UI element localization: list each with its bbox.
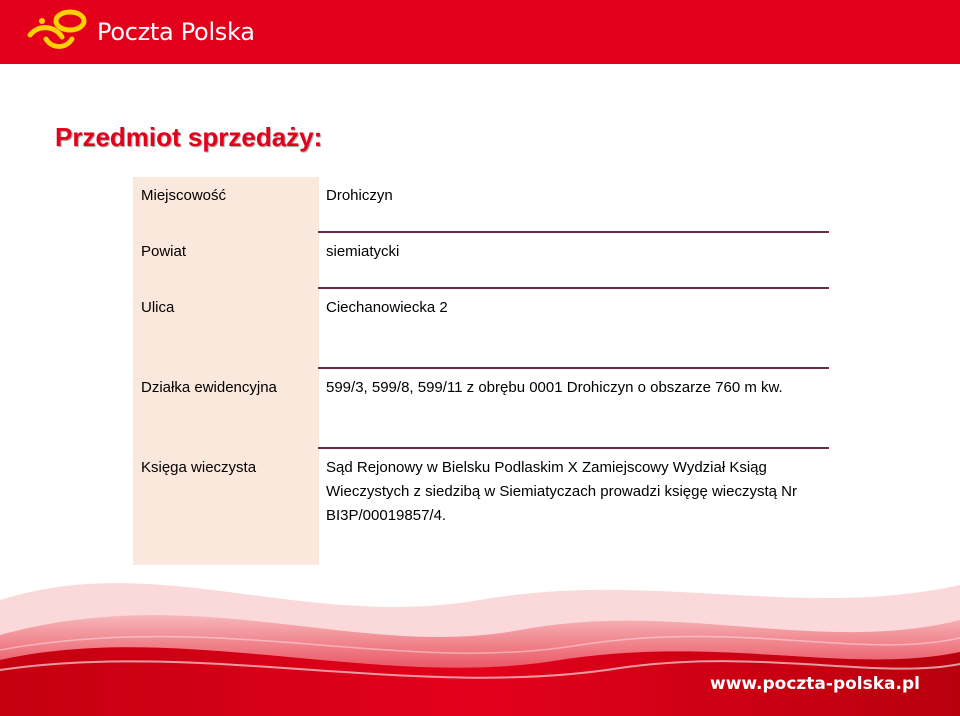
row-value-ulica: Ciechanowiecka 2 [326, 299, 448, 316]
row-label-ulica: Ulica [141, 299, 175, 316]
posthorn-logo-icon [26, 9, 90, 53]
row-divider [318, 231, 829, 233]
row-label-ksiega: Księga wieczysta [141, 459, 257, 476]
label-column [133, 177, 319, 565]
row-label-miejscowosc: Miejscowość [141, 187, 227, 204]
row-divider [318, 367, 829, 369]
row-label-dzialka: Działka ewidencyjna [141, 379, 277, 396]
header-bar [0, 0, 960, 64]
row-divider [318, 447, 829, 449]
row-value-powiat: siemiatycki [326, 243, 400, 260]
row-value-dzialka: 599/3, 599/8, 599/11 z obrębu 0001 Drohiczyn o obszarze 760 m kw. [326, 379, 783, 396]
footer-url-link[interactable]: www.poczta-polska.pl [710, 674, 920, 694]
brand-name: Poczta Polska [97, 18, 255, 46]
row-divider [318, 287, 829, 289]
page-title: Przedmiot sprzedaży: [55, 122, 323, 152]
row-value-miejscowosc: Drohiczyn [326, 187, 393, 204]
row-value-ksiega: Sąd Rejonowy w Bielsku Podlaskim X Zamiejscowy Wydział Ksiąg Wieczystych z siedzibą w Siemiatyczach prowadzi księgę wieczystą Nr BI3P/00019857/4. [326, 459, 797, 524]
row-label-powiat: Powiat [141, 243, 187, 260]
